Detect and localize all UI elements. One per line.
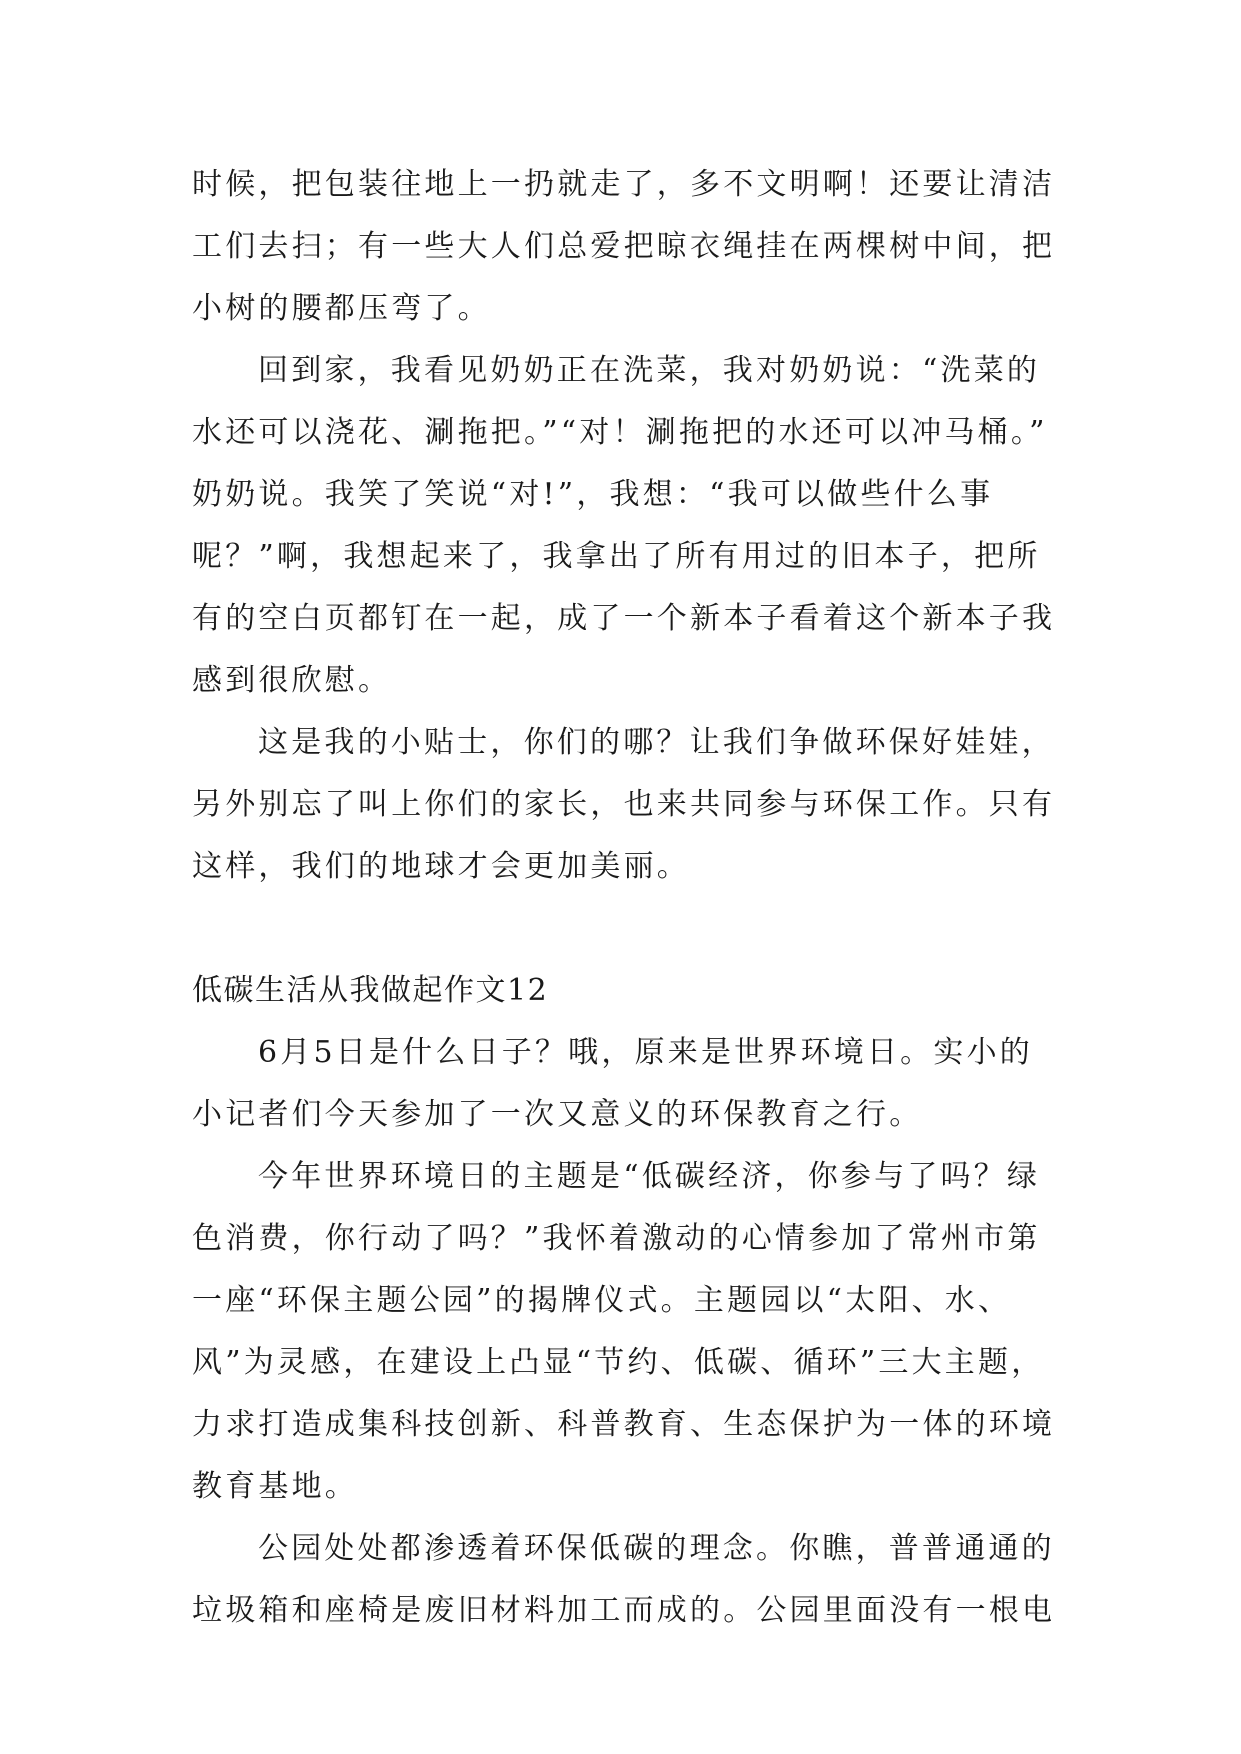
essay-paragraph-3-line-1: 公园处处都渗透着环保低碳的理念。你瞧，普普通通的 [258, 1531, 1055, 1566]
essay-paragraph-2-line-3: 一座“环保主题公园”的揭牌仪式。主题园以“太阳、水、 [192, 1283, 1012, 1318]
paragraph-2-line-5: 有的空白页都钉在一起，成了一个新本子看着这个新本子我 [192, 601, 1056, 636]
paragraph-2-line-4: 呢？”啊，我想起来了，我拿出了所有用过的旧本子，把所 [192, 539, 1041, 574]
essay-paragraph-1-line-1: 6月5日是什么日子？哦，原来是世界环境日。实小的 [258, 1035, 1033, 1070]
paragraph-2-line-3: 奶奶说。我笑了笑说“对!”，我想：“我可以做些什么事 [192, 477, 994, 512]
essay-paragraph-2-line-4: 风”为灵感，在建设上凸显“节约、低碳、循环”三大主题， [192, 1345, 1045, 1380]
paragraph-3-line-3: 这样，我们的地球才会更加美丽。 [192, 849, 690, 884]
paragraph-3-line-2: 另外别忘了叫上你们的家长，也来共同参与环保工作。只有 [192, 787, 1056, 822]
essay-paragraph-1-line-2: 小记者们今天参加了一次又意义的环保教育之行。 [192, 1097, 923, 1132]
paragraph-2-line-6: 感到很欣慰。 [192, 663, 392, 698]
essay-paragraph-3-line-2: 垃圾箱和座椅是废旧材料加工而成的。公园里面没有一根电 [192, 1593, 1056, 1628]
paragraph-1-line-1: 时候，把包装往地上一扔就走了，多不文明啊！还要让清洁 [192, 167, 1056, 202]
essay-paragraph-2-line-2: 色消费，你行动了吗？”我怀着激动的心情参加了常州市第 [192, 1221, 1041, 1256]
paragraph-3-line-1: 这是我的小贴士，你们的哪？让我们争做环保好娃娃， [258, 725, 1055, 760]
essay-heading: 低碳生活从我做起作文12 [192, 973, 549, 1008]
paragraph-2-line-2: 水还可以浇花、涮拖把。”“对！涮拖把的水还可以冲马桶。” [192, 415, 1048, 450]
essay-paragraph-2-line-1: 今年世界环境日的主题是“低碳经济，你参与了吗？绿 [258, 1159, 1041, 1194]
essay-paragraph-2-line-5: 力求打造成集科技创新、科普教育、生态保护为一体的环境 [192, 1407, 1056, 1442]
paragraph-1-line-2: 工们去扫；有一些大人们总爱把晾衣绳挂在两棵树中间，把 [192, 229, 1056, 264]
paragraph-2-line-1: 回到家，我看见奶奶正在洗菜，我对奶奶说：“洗菜的 [258, 353, 1041, 388]
paragraph-1-line-3: 小树的腰都压弯了。 [192, 291, 491, 326]
essay-paragraph-2-line-6: 教育基地。 [192, 1469, 358, 1504]
